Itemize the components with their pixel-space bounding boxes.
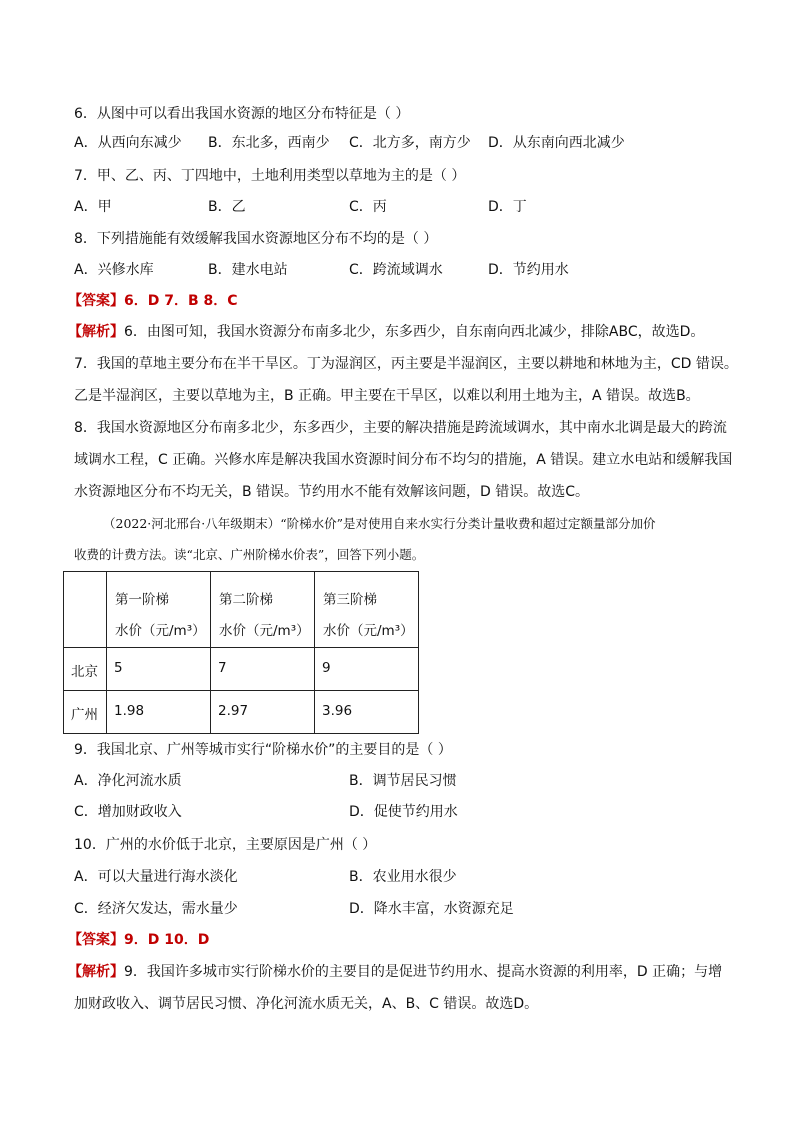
table-cell: 3.96 <box>315 691 419 734</box>
q9-option-b: B．调节居民习惯 <box>349 773 457 789</box>
answer-block-1 <box>68 291 238 311</box>
answer-text: 9．D 10．D <box>124 932 210 948</box>
header-tier-2-unit: 水价（元/m³） <box>219 623 310 639</box>
q7-option-a: A．甲 <box>74 199 112 215</box>
analysis-text: 9．我国许多城市实行阶梯水价的主要目的是促进节约用水、提高水资源的利用率，D 正确；与增 <box>124 964 723 980</box>
analysis-line-1 <box>68 322 704 342</box>
q8-stem: 8．下列措施能有效缓解我国水资源地区分布不均的是（ ） <box>74 231 438 247</box>
q8-option-b: B．建水电站 <box>208 262 288 278</box>
q7-stem: 7．甲、乙、丙、丁四地中，土地利用类型以草地为主的是（ ） <box>74 168 466 184</box>
q10-stem: 10．广州的水价低于北京，主要原因是广州（ ） <box>74 837 377 853</box>
q9-options <box>74 771 714 791</box>
table-header-cell <box>107 572 211 648</box>
table-cell: 7 <box>211 648 315 691</box>
q7-option-c: C．丙 <box>349 199 387 215</box>
header-tier-3-unit: 水价（元/m³） <box>323 623 414 639</box>
q9-stem: 9．我国北京、广州等城市实行“阶梯水价”的主要目的是（ ） <box>74 742 452 758</box>
q10-options-2 <box>74 899 714 919</box>
q6-option-c: C．北方多，南方少 <box>349 135 471 151</box>
row-city-guangzhou: 广州 <box>64 691 107 734</box>
analysis2-line-1 <box>68 962 722 982</box>
table-corner-cell <box>64 572 107 648</box>
q9-option-a: A．净化河流水质 <box>74 773 182 789</box>
analysis-line-4: 8．我国水资源地区分布南多北少，东多西少，主要的解决措施是跨流域调水，其中南水北调是最大的跨流 <box>74 420 727 436</box>
q6-stem: 6．从图中可以看出我国水资源的地区分布特征是（ ） <box>74 106 410 122</box>
q9-option-d: D．促使节约用水 <box>349 804 458 820</box>
analysis2-line-2: 加财政收入、调节居民习惯、净化河流水质无关，A、B、C 错误。故选D。 <box>74 996 539 1012</box>
analysis-tag: 【解析】 <box>68 964 124 980</box>
analysis-tag: 【解析】 <box>68 324 124 340</box>
header-tier-1-unit: 水价（元/m³） <box>115 623 206 639</box>
table-row <box>64 648 419 691</box>
q8-options <box>74 260 714 280</box>
table-cell: 2.97 <box>211 691 315 734</box>
table-row <box>64 691 419 734</box>
q9-option-c: C．增加财政收入 <box>74 804 182 820</box>
q6-option-a: A．从西向东减少 <box>74 135 182 151</box>
answer-tag: 【答案】 <box>68 293 124 309</box>
header-tier-1-title: 第一阶梯 <box>115 592 169 608</box>
analysis-text: 6．由图可知，我国水资源分布南多北少，东多西少，自东南向西北减少，排除ABC，故选D。 <box>124 324 705 340</box>
q6-option-b: B．东北多，西南少 <box>208 135 330 151</box>
q6-options <box>74 133 714 153</box>
q6-option-d: D．从东南向西北减少 <box>488 135 625 151</box>
q10-option-d: D．降水丰富，水资源充足 <box>349 901 514 917</box>
answer-text: 6．D 7．B 8．C <box>124 293 238 309</box>
analysis-line-2: 7．我国的草地主要分布在半干旱区。丁为湿润区，丙主要是半湿润区，主要以耕地和林地为主，CD 错误。 <box>74 356 738 372</box>
table-cell: 1.98 <box>107 691 211 734</box>
q7-options <box>74 197 714 217</box>
analysis-line-6: 水资源地区分布不均无关，B 错误。节约用水不能有效解该问题，D 错误。故选C。 <box>74 484 590 500</box>
table-cell: 5 <box>107 648 211 691</box>
q9-options-2 <box>74 802 714 822</box>
intro-line-2: 收费的计费方法。读“北京、广州阶梯水价表”，回答下列小题。 <box>74 547 425 562</box>
row-city-beijing: 北京 <box>64 648 107 691</box>
analysis-line-3: 乙是半湿润区，主要以草地为主，B 正确。甲主要在干旱区，以难以利用土地为主，A 错误。故选B。 <box>74 388 700 404</box>
q10-option-b: B．农业用水很少 <box>349 869 457 885</box>
q7-option-d: D．丁 <box>488 199 527 215</box>
answer-tag: 【答案】 <box>68 932 124 948</box>
q10-options <box>74 867 714 887</box>
table-header-row <box>64 572 419 648</box>
q8-option-a: A．兴修水库 <box>74 262 154 278</box>
water-price-table <box>63 571 419 734</box>
header-tier-2-title: 第二阶梯 <box>219 592 273 608</box>
intro-line-1: （2022·河北邢台·八年级期末）“阶梯水价”是对使用自来水实行分类计量收费和超过定额量部分加价 <box>103 516 656 531</box>
header-tier-3-title: 第三阶梯 <box>323 592 377 608</box>
q10-option-c: C．经济欠发达，需水量少 <box>74 901 238 917</box>
answer-block-2 <box>68 930 209 950</box>
q7-option-b: B．乙 <box>208 199 246 215</box>
analysis-line-5: 域调水工程，C 正确。兴修水库是解决我国水资源时间分布不均匀的措施，A 错误。建立水电站和缓解我国 <box>74 452 733 468</box>
q8-option-c: C．跨流域调水 <box>349 262 443 278</box>
table-cell: 9 <box>315 648 419 691</box>
q8-option-d: D．节约用水 <box>488 262 569 278</box>
q10-option-a: A．可以大量进行海水淡化 <box>74 869 238 885</box>
table-header-cell <box>315 572 419 648</box>
table-header-cell <box>211 572 315 648</box>
